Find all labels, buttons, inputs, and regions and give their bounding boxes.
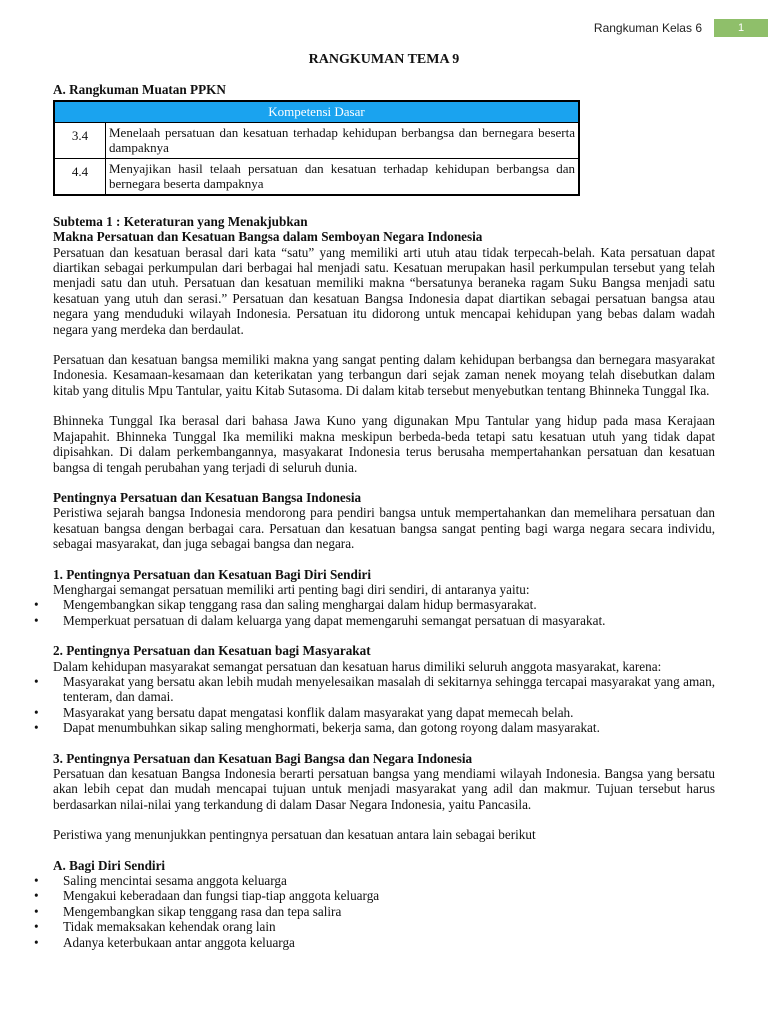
paragraph: Persatuan dan kesatuan berasal dari kata “satu” yang memiliki arti utuh atau tidak terpecah-belah. Kata persatuan dapat diartikan sebagai perkumpulan dari berbagai hal menjadi satu. Kesatuan merupakan hasil perkumpulan tersebut yang telah menjadi satu dan utuh. Persatuan dan kesatuan memiliki makna “bersatunya beraneka ragam Suku Bangsa menjadi satu kesatuan yang utuh dan serasi.” Persatuan dan kesatuan Bangsa Indonesia dapat diartikan sebagai persatuan bangsa atau negara yang menduduki wilayah Indonesia. Persatuan itu didorong untuk mencapai kehidupan yang bebas dalam wadah negara yang merdeka dan berdaulat. [53,244,715,337]
paragraph: Dalam kehidupan masyarakat semangat persatuan dan kesatuan harus dimiliki seluruh anggota masyarakat, karena: [53,658,662,674]
paragraph: Peristiwa yang menunjukkan pentingnya persatuan dan kesatuan antara lain sebagai berikut [53,827,536,843]
point-2-heading: 2. Pentingnya Persatuan dan Kesatuan bagi Masyarakat [53,643,371,659]
kd-number: 4.4 [54,158,106,195]
document-title: RANGKUMAN TEMA 9 [308,52,460,67]
paragraph: Persatuan dan kesatuan bangsa memiliki makna yang sangat penting dalam kehidupan berbangsa dan bernegara masyarakat Indonesia. Kesamaan-kesamaan dan keterikatan yang terbangun dari sejak zaman nenek moyang telah disebutkan dalam kitab yang ditulis Mpu Tantular, yaitu Kitab Sutasoma. Di dalam kitab tersebut menyebutkan tentang Bhinneka Tunggal Ika. [53,352,715,398]
running-title: Rangkuman Kelas 6 [593,21,702,35]
pentingnya-heading: Pentingnya Persatuan dan Kesatuan Bangsa Indonesia [53,489,362,505]
section-a-heading: A. Rangkuman Muatan PPKN [53,82,226,98]
list-item: • Mengembangkan sikap tenggang rasa dan tepa salira [53,904,715,919]
kompetensi-dasar-table [53,100,580,196]
paragraph: Bhinneka Tunggal Ika berasal dari bahasa Jawa Kuno yang digunakan Mpu Tantular yang hidup pada masa Kerajaan Majapahit. Bhinneka Tunggal Ika memiliki makna meskipun berbeda-beda tetapi satu kesatuan utuh yang tidak dapat dipisahkan. Di dalam perkembangannya, masyakarat Indonesia terus berusaha mempertahankan persatuan dan kesatuan bangsa di tengah perubahan yang terjadi di seluruh dunia. [53,413,715,475]
subtema-heading: Subtema 1 : Keteraturan yang Menakjubkan [53,213,308,229]
list-item: • Tidak memaksakan kehendak orang lain [53,919,715,934]
point-1-heading: 1. Pentingnya Persatuan dan Kesatuan Bagi Diri Sendiri [53,566,372,582]
list-item: • Mengakui keberadaan dan fungsi tiap-tiap anggota keluarga [53,888,715,903]
list-item: • Mengembangkan sikap tenggang rasa dan saling menghargai dalam hidup bermasyarakat. [53,597,715,612]
table-header: Kompetensi Dasar [54,101,579,123]
bullet-list [53,597,715,628]
paragraph: Persatuan dan kesatuan Bangsa Indonesia berarti persatuan bangsa yang mendiami wilayah Indonesia. Bangsa yang bersatu akan lebih cepat dan mudah mencapai tujuan untuk menjadi masyarakat yang adil dan makmur. Tujuan tersebut harus berdasarkan nilai-nilai yang terkandung di dalam Dasar Negara Indonesia, yaitu Pancasila. [53,766,715,812]
list-item: • Masyarakat yang bersatu akan lebih mudah menyelesaikan masalah di sekitarnya sehingga tercapai masyarakat yang aman, tenteram, dan damai. [53,674,715,705]
kd-text: Menelaah persatuan dan kesatuan terhadap kehidupan berbangsa dan bernegara beserta dampaknya [106,122,580,158]
table-row [54,122,579,158]
list-item: • Dapat menumbuhkan sikap saling menghormati, bekerja sama, dan gotong royong dalam masyarakat. [53,720,715,735]
list-item: • Saling mencintai sesama anggota keluarga [53,873,715,888]
kd-number: 3.4 [54,122,106,158]
page-number-badge: 1 [714,19,768,37]
page-header [594,18,768,38]
bagi-diri-sendiri-heading: A. Bagi Diri Sendiri [53,857,166,873]
paragraph: Menghargai semangat persatuan memiliki arti penting bagi diri sendiri, di antaranya yaitu: [53,581,530,597]
list-item: • Memperkuat persatuan di dalam keluarga yang dapat memengaruhi semangat persatuan di masyarakat. [53,613,715,628]
table-header-row [54,101,579,123]
subtema-subheading: Makna Persatuan dan Kesatuan Bangsa dalam Semboyan Negara Indonesia [53,229,483,245]
list-item: • Adanya keterbukaan antar anggota keluarga [53,935,715,950]
kd-text: Menyajikan hasil telaah persatuan dan kesatuan terhadap kehidupan berbangsa dan bernegara beserta dampaknya [106,158,580,195]
point-3-heading: 3. Pentingnya Persatuan dan Kesatuan Bagi Bangsa dan Negara Indonesia [53,750,473,766]
paragraph: Peristiwa sejarah bangsa Indonesia mendorong para pendiri bangsa untuk mempertahankan dan memelihara persatuan dan kesatuan bangsa dengan berbagai cara. Persatuan dan kesatuan bangsa sangat penting bagi warga negara secara individu, sebagai masyarakat, dan juga sebagai bangsa dan negara. [53,505,715,552]
bullet-list [53,873,715,950]
table-row [54,158,579,195]
list-item: • Masyarakat yang bersatu dapat mengatasi konflik dalam masyarakat yang dapat memecah belah. [53,705,715,720]
bullet-list [53,674,715,736]
document-body [53,52,715,950]
